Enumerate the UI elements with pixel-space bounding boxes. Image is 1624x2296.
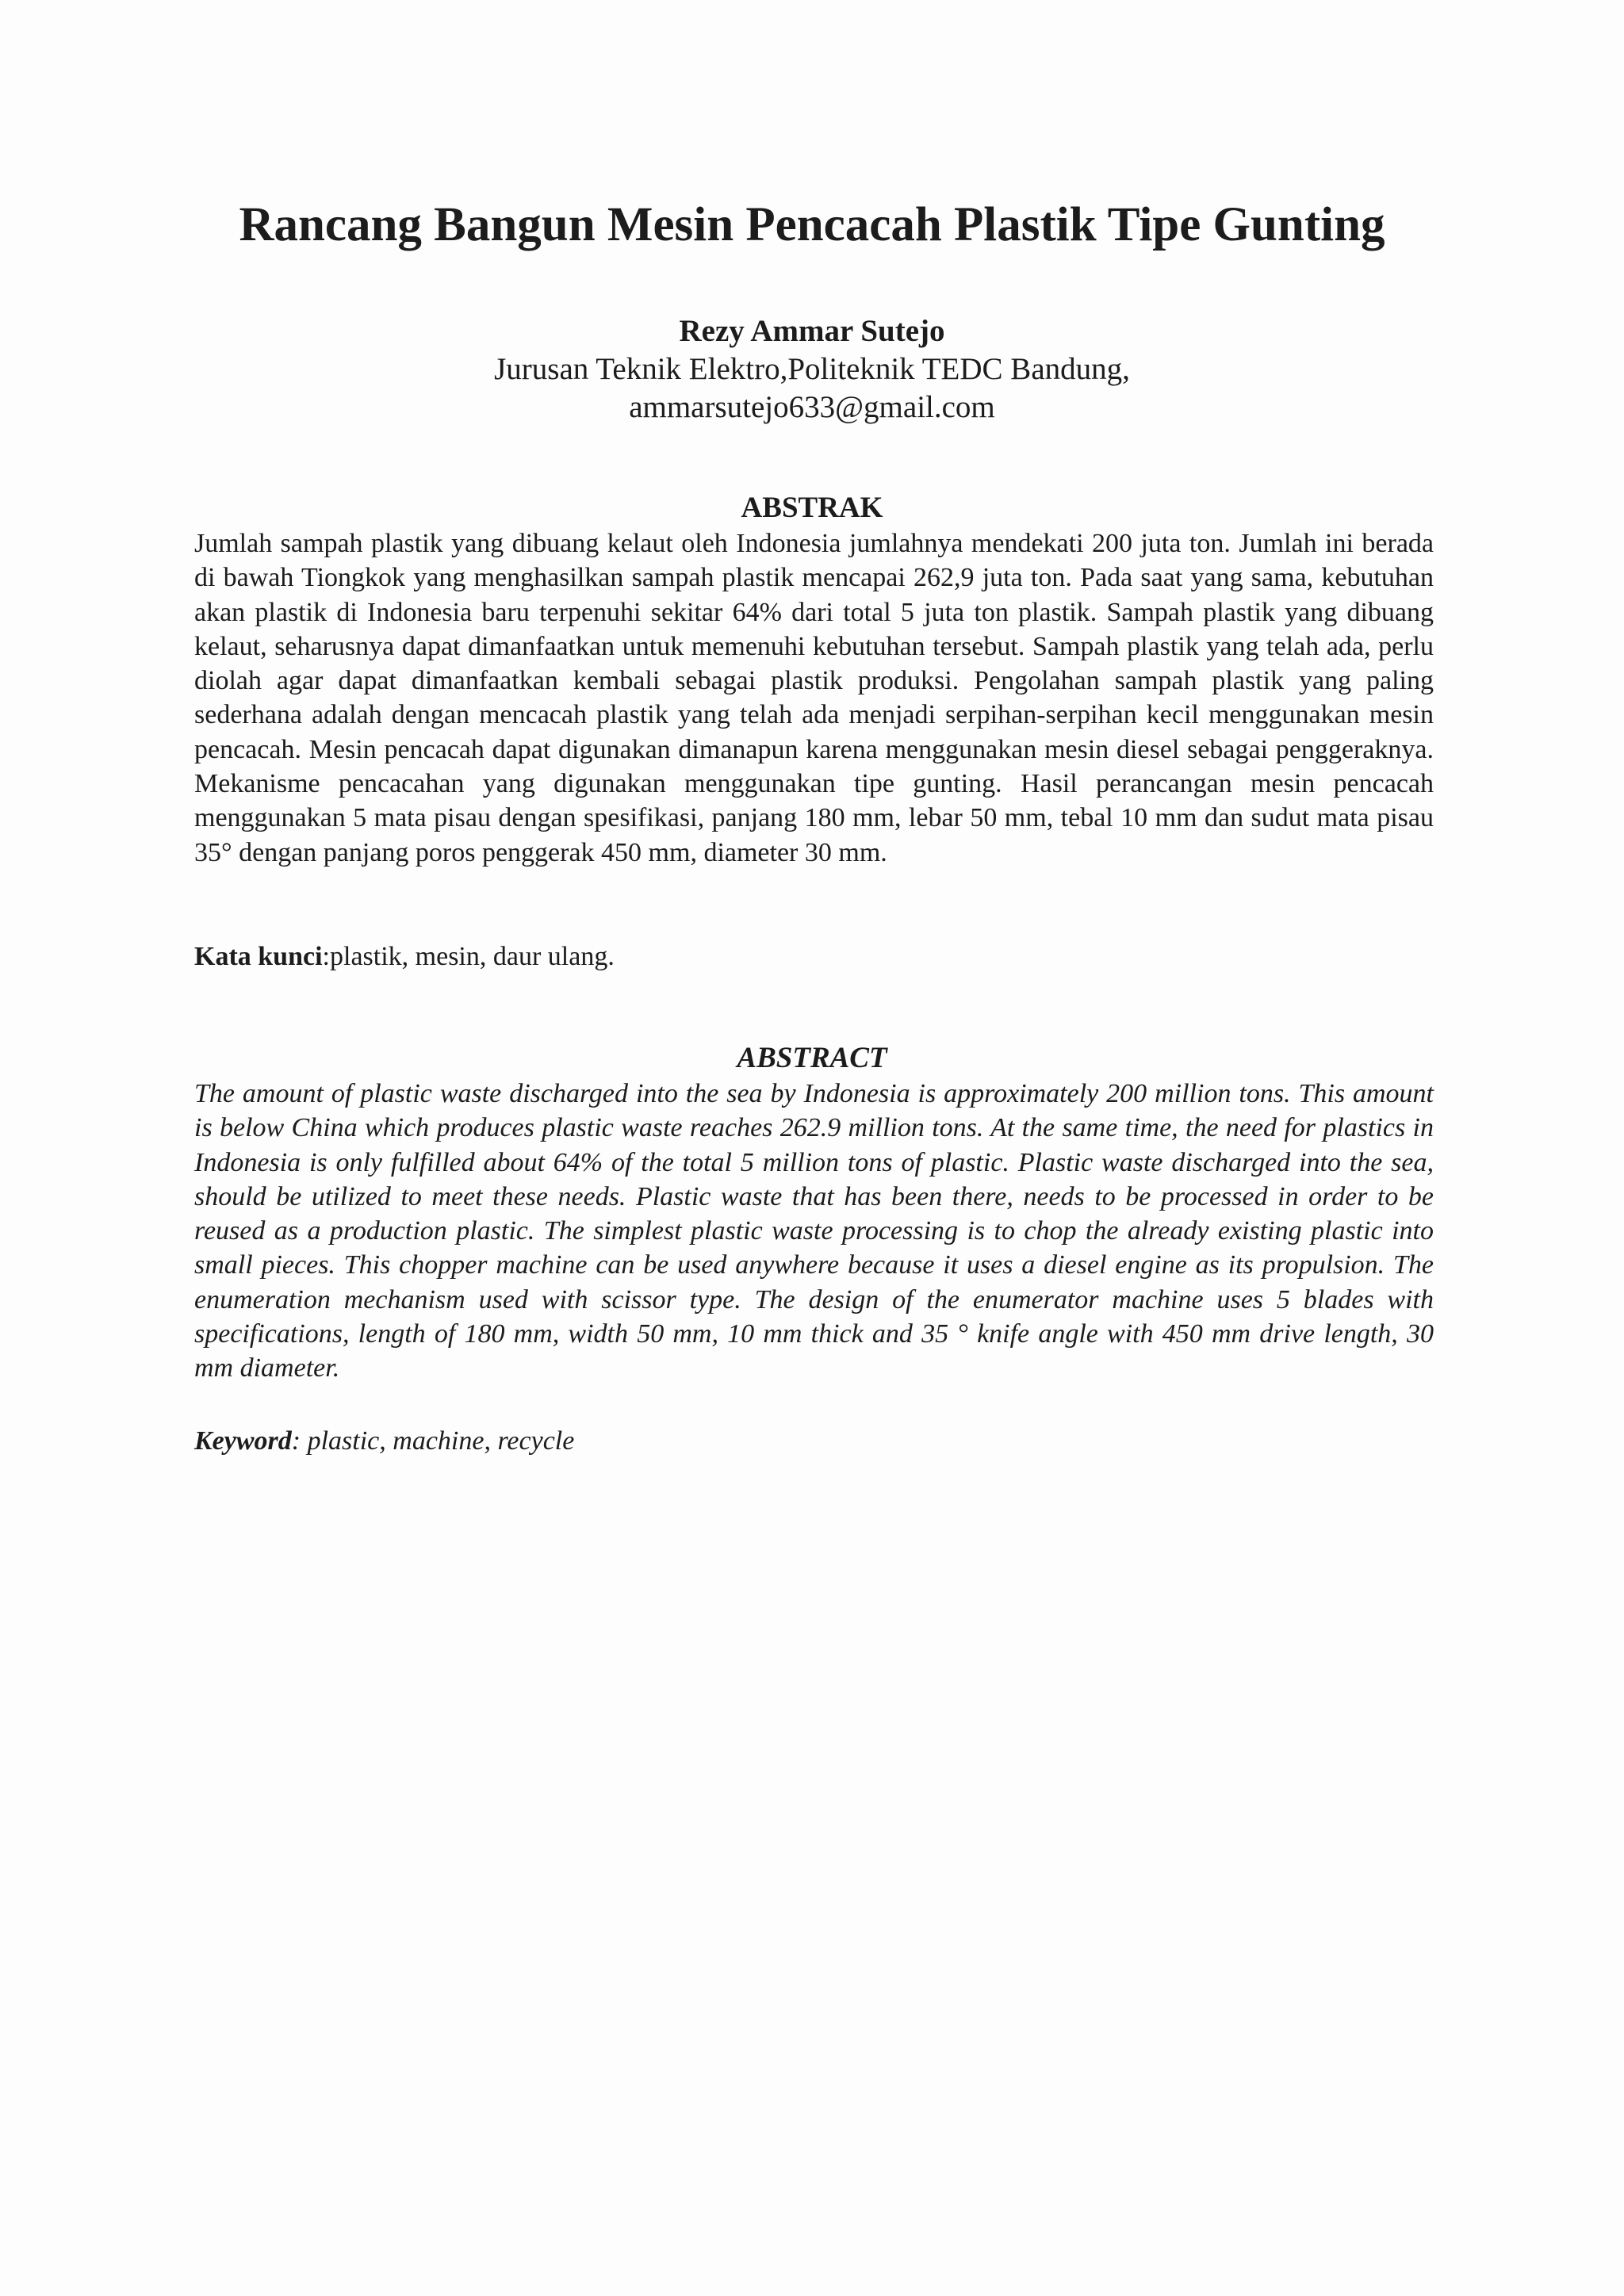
author-affiliation: Jurusan Teknik Elektro,Politeknik TEDC Bandung,	[494, 352, 1130, 386]
abstract-text: The amount of plastic waste discharged into the sea by Indonesia is approximately 200 million tons. This amount is below China which produces plastic waste reaches 262.9 million tons. At the same time, the need for plastics in Indonesia is only fulfilled about 64% of the total 5 million tons of plastic. Plastic waste discharged into the sea, should be utilized to meet these needs. Plastic waste that has been there, needs to be processed in order to be reused as a production plastic. The simplest plastic waste processing is to chop the already existing plastic into small pieces. This chopper machine can be used anywhere because it uses a diesel engine as its propulsion. The enumeration mechanism used with scissor type. The design of the enumerator machine uses 5 blades with specifications, length of 180 mm, width 50 mm, 10 mm thick and 35 ° knife angle with 450 mm drive length, 30 mm diameter.	[194, 1079, 1434, 1383]
author-email: ammarsutejo633@gmail.com	[629, 390, 995, 424]
paper-title: Rancang Bangun Mesin Pencacah Plastik Tipe Gunting	[239, 198, 1385, 251]
abstrak-text: Jumlah sampah plastik yang dibuang kelaut oleh Indonesia jumlahnya mendekati 200 juta ton. Jumlah ini berada di bawah Tiongkok yang menghasilkan sampah plastik mencapai 262,9 juta ton. Pada saat yang sama, kebutuhan akan plastik di Indonesia baru terpenuhi sekitar 64% dari total 5 juta ton plastik. Sampah plastik yang dibuang kelaut, seharusnya dapat dimanfaatkan untuk memenuhi kebutuhan tersebut. Sampah plastik yang telah ada, perlu diolah agar dapat dimanfaatkan kembali sebagai plastik produksi. Pengolahan sampah plastik yang paling sederhana adalah dengan mencacah plastik yang telah ada menjadi serpihan-serpihan kecil menggunakan mesin pencacah. Mesin pencacah dapat digunakan dimanapun karena menggunakan mesin diesel sebagai penggeraknya. Mekanisme pencacahan yang digunakan menggunakan tipe gunting. Hasil perancangan mesin pencacah menggunakan 5 mata pisau dengan spesifikasi, panjang 180 mm, lebar 50 mm, tebal 10 mm dan sudut mata pisau 35° dengan panjang poros penggerak 450 mm, diameter 30 mm.	[194, 529, 1434, 867]
keywords-label: Keyword	[194, 1426, 292, 1456]
kata-kunci-label: Kata kunci	[194, 942, 323, 971]
author-block	[0, 312, 1624, 427]
author-name: Rezy Ammar Sutejo	[679, 314, 945, 348]
abstract-heading: ABSTRACT	[737, 1042, 887, 1074]
keywords-list: : plastic, machine, recycle	[291, 1426, 575, 1456]
keywords	[194, 1424, 1434, 1458]
abstrak-heading: ABSTRAK	[741, 492, 883, 524]
kata-kunci-list: :plastik, mesin, daur ulang.	[322, 942, 615, 971]
kata-kunci	[194, 939, 1434, 974]
